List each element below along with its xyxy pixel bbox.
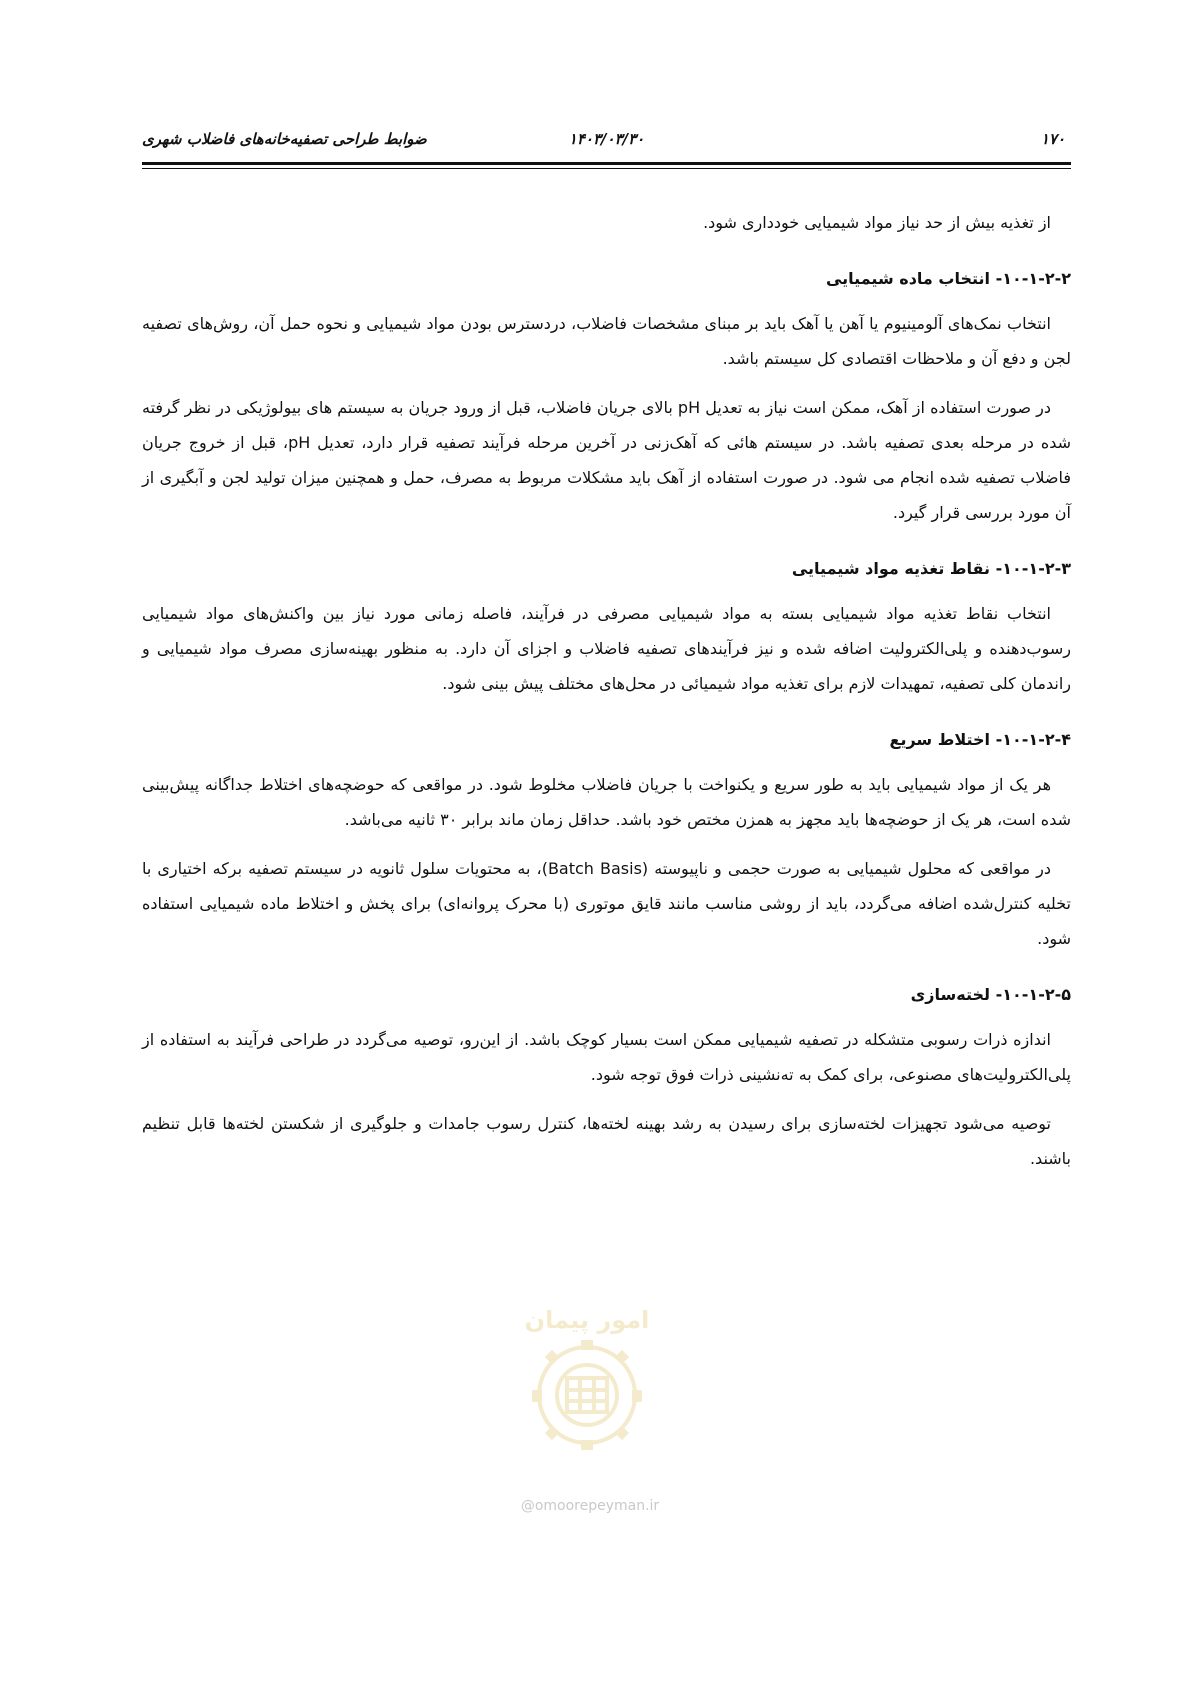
- paragraph: از تغذیه بیش از حد نیاز مواد شیمیایی خودداری شود.: [703, 213, 1051, 232]
- header-title: ضوابط طراحی تصفیه‌خانه‌های فاضلاب شهری: [142, 130, 427, 148]
- section-heading-flocculation: ۱۰-۱-۲-۵- لخته‌سازی: [910, 985, 1071, 1004]
- header-rule-thick: [142, 162, 1071, 165]
- section-heading-feed-points: ۱۰-۱-۲-۳- نقاط تغذیه مواد شیمیایی: [791, 559, 1071, 578]
- paragraph: انتخاب نمک‌های آلومینیوم یا آهن یا آهک باید بر مبنای مشخصات فاضلاب، دردسترس بودن مواد شیمیایی و نحوه حمل آن، روش‌های تصفیه لجن و دفع آن و ملاحظات اقتصادی کل سیستم باشد.: [142, 314, 1071, 368]
- header-rule-thin: [142, 168, 1071, 169]
- document-body: [142, 205, 1071, 1190]
- section-heading-chemical-selection: ۱۰-۱-۲-۲- انتخاب ماده شیمیایی: [825, 269, 1071, 288]
- section-heading-rapid-mixing: ۱۰-۱-۲-۴- اختلاط سریع: [889, 730, 1071, 749]
- paragraph: اندازه ذرات رسوبی متشکله در تصفیه شیمیایی ممکن است بسیار کوچک باشد. از این‌رو، توصیه می‌گردد در طراحی فرآیند به استفاده از پلی‌الکترولیت‌های مصنوعی، برای کمک به ته‌نشینی ذرات فوق توجه شود.: [142, 1030, 1071, 1084]
- page-header: [142, 124, 1071, 164]
- paragraph: در صورت استفاده از آهک، ممکن است نیاز به تعدیل pH بالای جریان فاضلاب، قبل از ورود جریان به سیستم های بیولوژیکی در نظر گرفته شده در مرحله بعدی تصفیه باشد. در سیستم هائی که آهک‌زنی در آخرین مرحله فرآیند تصفیه قرار دارد، تعدیل pH، قبل از خروج جریان فاضلاب تصفیه شده انجام می شود. در صورت استفاده از آهک باید مشکلات مربوط به مصرف، حمل و همچنین میزان تولید لجن و آبگیری از آن مورد بررسی قرار گیرد.: [142, 398, 1072, 522]
- paragraph: در مواقعی که محلول شیمیایی به صورت حجمی و ناپیوسته (Batch Basis)، به محتویات سلول ثانویه در سیستم تصفیه برکه اختیاری با تخلیه کنترل‌شده اضافه می‌گردد، باید از روشی مناسب مانند قایق موتوری (با محرک پروانه‌ای) برای پخش و اختلاط ماده شیمیایی استفاده شود.: [142, 859, 1071, 948]
- paragraph: هر یک از مواد شیمیایی باید به طور سریع و یکنواخت با جریان فاضلاب مخلوط شود. در مواقعی که حوضچه‌های اختلاط جداگانه پیش‌بینی شده است، هر یک از حوضچه‌ها باید مجهز به همزن مختص خود باشد. حداقل زمان ماند برابر ۳۰ ثانیه می‌باشد.: [142, 775, 1071, 829]
- watermark-logo-text: امور پیمان: [524, 1306, 650, 1334]
- watermark-url: @omoorepeyman.ir: [520, 1498, 660, 1514]
- paragraph: توصیه می‌شود تجهیزات لخته‌سازی برای رسیدن به رشد بهینه لخته‌ها، کنترل رسوب جامدات و جلوگیری از شکستن لخته‌ها قابل تنظیم باشند.: [142, 1114, 1071, 1168]
- paragraph: انتخاب نقاط تغذیه مواد شیمیایی بسته به مواد شیمیایی مصرفی در فرآیند، فاصله زمانی مورد نیاز بین واکنش‌های مواد شیمیایی رسوب‌دهنده و پلی‌الکترولیت اضافه شده و نیز فرآیندهای تصفیه فاضلاب و اجزای آن دارد. به منظور بهینه‌سازی مصرف مواد شیمیایی و راندمان کلی تصفیه، تمهیدات لازم برای تغذیه مواد شیمیائی در محل‌های مختلف پیش بینی شود.: [142, 604, 1071, 693]
- watermark-logo-icon: [497, 1290, 677, 1470]
- page-number: ۱۷۰: [1040, 130, 1065, 148]
- header-date: ۱۴۰۳/۰۳/۳۰: [568, 130, 645, 148]
